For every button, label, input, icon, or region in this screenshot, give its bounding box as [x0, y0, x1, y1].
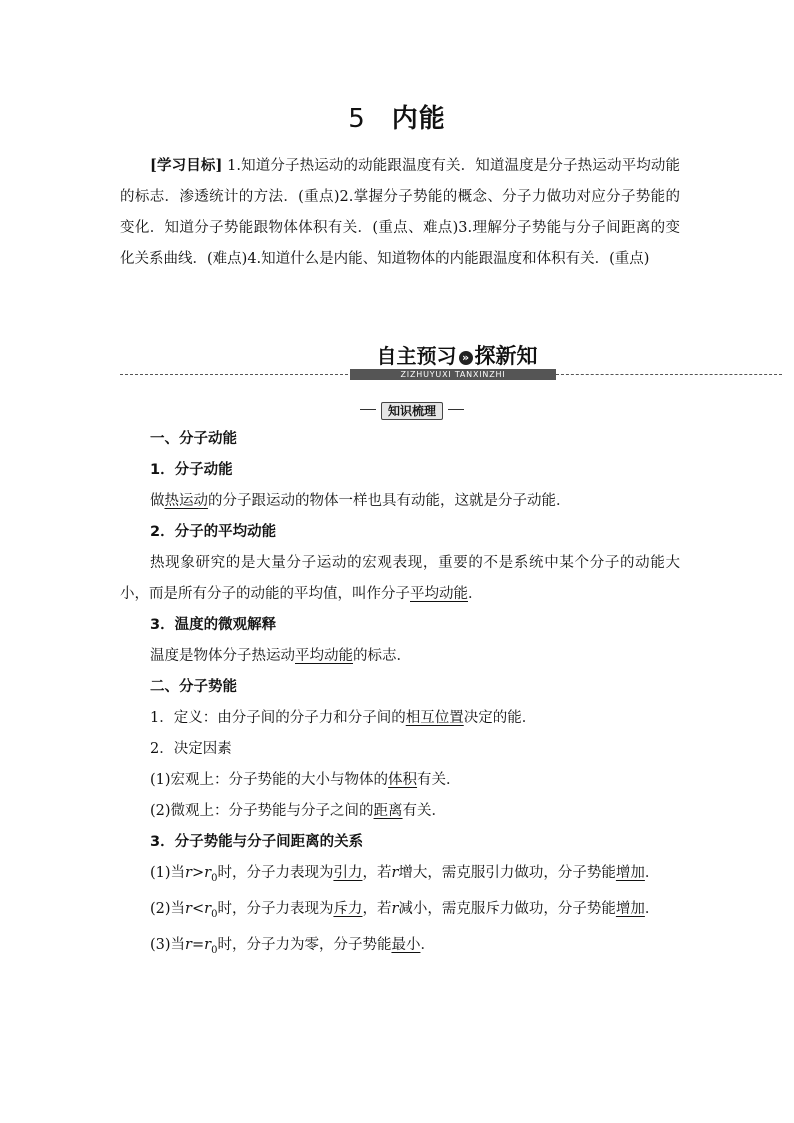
answer-underline: 引力: [333, 865, 363, 881]
variable-r: r: [185, 936, 192, 953]
text: ．: [644, 865, 660, 881]
section-heading-1: 一、分子动能: [150, 431, 237, 447]
banner-pinyin: ZIZHUYUXI TANXINZHI: [350, 369, 556, 380]
variable-r: r: [185, 900, 192, 917]
text: ，若: [362, 900, 392, 917]
banner-divider-left: [120, 374, 358, 375]
title-text: 内能: [391, 104, 446, 134]
text: (2)微观上：分子势能与分子之间的: [150, 803, 374, 819]
text: 热现象研究的是大量分子运动的宏观表现，重要的不是系统中某个分子的动能大小，而是所有分子的动能的平均值，叫作分子: [120, 555, 680, 602]
answer-underline: 距离: [373, 803, 403, 819]
subheading-1-2: 2．分子的平均动能: [150, 524, 277, 540]
answer-underline: 增加: [615, 900, 645, 917]
answer-underline: 平均动能: [295, 648, 353, 664]
text: 温度是物体分子热运动: [150, 648, 295, 664]
answer-underline: 最小: [391, 936, 421, 953]
text: 决定的能．: [463, 710, 537, 726]
paragraph-2-2-2: [120, 796, 680, 827]
section-banner: [0, 343, 794, 383]
text: 增大，需克服引力做功，分子势能: [398, 865, 616, 881]
subheading-2-2: 2．决定因素: [150, 741, 232, 757]
text: ，若: [362, 865, 392, 881]
answer-underline: 相互位置: [405, 710, 464, 726]
answer-underline: 增加: [615, 865, 645, 881]
subscript: 0: [211, 944, 218, 956]
variable-r: r: [185, 865, 192, 881]
paragraph-1-2: [120, 548, 680, 610]
section-heading-2: 二、分子势能: [150, 679, 237, 695]
text: (3)当: [150, 936, 186, 953]
chevron-right-icon: »: [459, 351, 473, 365]
text: (2)当: [150, 900, 186, 917]
case-r-less: [120, 894, 680, 930]
answer-underline: 斥力: [333, 900, 363, 917]
section-tag-label: 知识梳理: [381, 402, 443, 420]
text: 1．定义：由分子间的分子力和分子间的: [150, 710, 406, 726]
text: 时，分子力表现为: [217, 900, 334, 917]
answer-underline: 平均动能: [410, 586, 468, 602]
text: 时，分子力表现为: [217, 865, 334, 881]
paragraph-2-1: [120, 703, 680, 734]
subheading-2-3: 3．分子势能与分子间距离的关系: [150, 834, 364, 850]
banner-divider-right: [556, 374, 782, 375]
main-content: [120, 424, 680, 966]
text: (1)当: [150, 865, 186, 881]
text: ．: [644, 900, 660, 917]
banner-title-right: 探新知: [474, 344, 538, 368]
text: ．: [468, 586, 483, 602]
subscript: 0: [211, 908, 218, 920]
text: 有关．: [402, 803, 447, 819]
section-tag: [360, 400, 464, 418]
variable-r: r: [391, 865, 399, 881]
subscript: 0: [211, 872, 218, 884]
text: ．: [420, 936, 435, 953]
text: 有关．: [417, 772, 461, 788]
tag-line-right: [448, 409, 464, 410]
case-r-greater: [120, 858, 680, 894]
text: (1)宏观上：分子势能的大小与物体的: [150, 772, 389, 788]
variable-r: r: [391, 900, 399, 917]
variable-r0: r: [204, 936, 212, 953]
text: 的标志．: [353, 648, 411, 664]
text: 做: [150, 493, 165, 509]
title-number: 5: [348, 104, 366, 134]
paragraph-1-3: [120, 641, 680, 672]
case-r-equal: [120, 930, 680, 966]
variable-r0: r: [204, 865, 212, 881]
paragraph-2-2-1: [120, 765, 680, 796]
operator: >: [191, 865, 205, 881]
banner-title-left: 自主预习: [376, 344, 457, 368]
objectives-label: [学习目标]: [150, 157, 223, 174]
paragraph-1-1: [120, 486, 680, 517]
text: 减小，需克服斥力做功，分子势能: [398, 900, 616, 917]
page-title: [0, 98, 794, 135]
text: 时，分子力为零，分子势能: [217, 936, 392, 953]
subheading-1-3: 3．温度的微观解释: [150, 617, 277, 633]
objectives-text: 1.知道分子热运动的动能跟温度有关．知道温度是分子热运动平均动能的标志．渗透统计的方法．(重点)2.掌握分子势能的概念、分子力做功对应分子势能的变化．知道分子势能跟物体体积有关．(重点、难点)3.理解分子势能与分子间距离的变化关系曲线．(难点)4.知道什么是内能、知道物体的内能跟温度和体积有关．(重点): [120, 158, 680, 267]
text: 的分子跟运动的物体一样也具有动能，这就是分子动能．: [208, 493, 571, 509]
variable-r0: r: [204, 900, 212, 917]
operator: <: [191, 900, 205, 917]
learning-objectives: [120, 150, 680, 275]
operator: =: [191, 936, 205, 953]
answer-underline: 热运动: [164, 493, 208, 509]
banner-title: [358, 343, 556, 369]
answer-underline: 体积: [388, 772, 418, 788]
subheading-1-1: 1．分子动能: [150, 462, 233, 478]
tag-line-left: [360, 409, 376, 410]
